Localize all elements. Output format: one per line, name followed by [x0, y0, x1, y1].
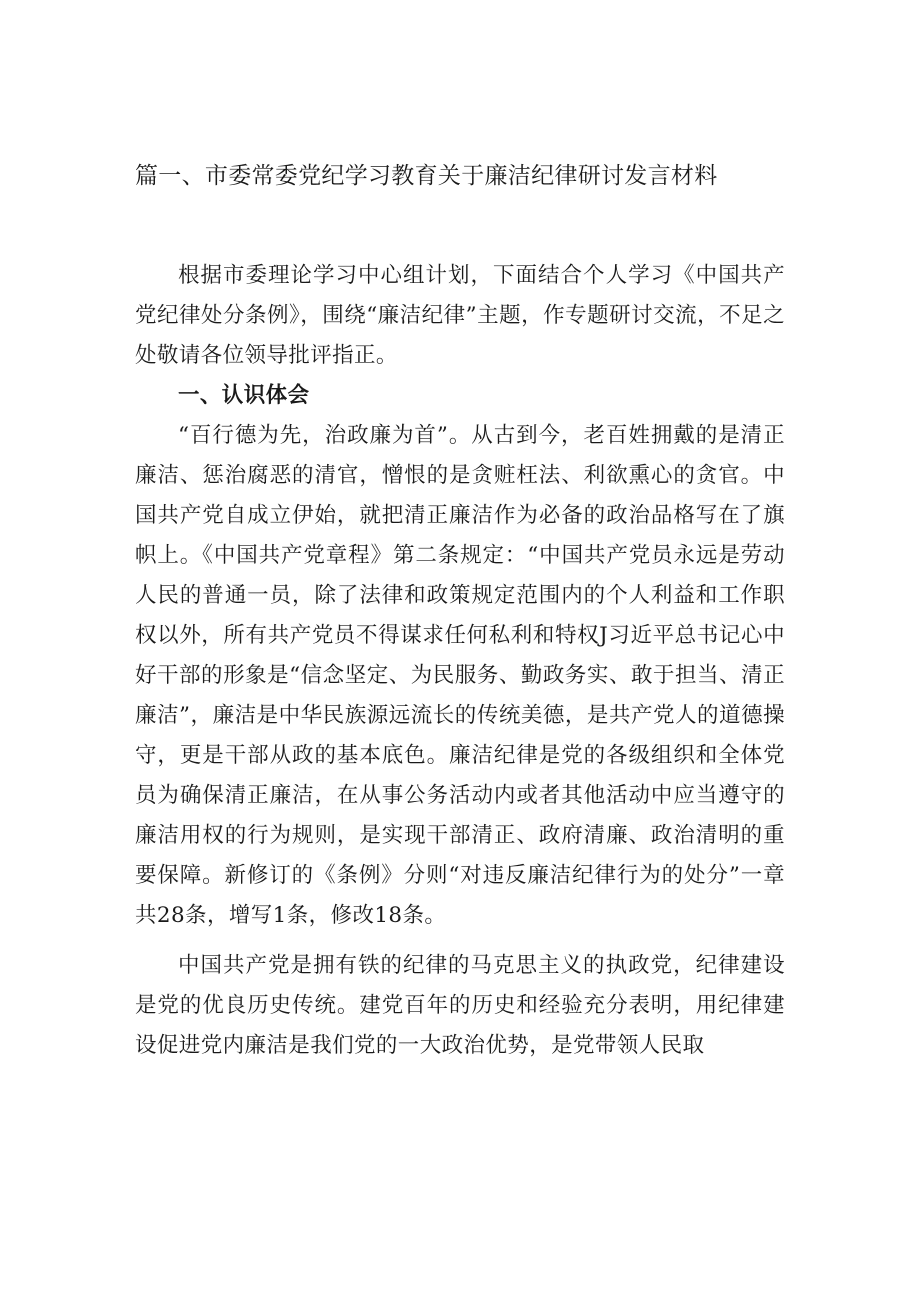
body-paragraph-1: “百行德为先，治政廉为首”。从古到今，老百姓拥戴的是清正廉洁、惩治腐恶的清官，憎恨的是贪赃枉法、利欲熏心的贪官。中国共产党自成立伊始，就把清正廉洁作为必备的政治品格写在了旗帜上。《中国共产党章程》第二条规定：“中国共产党员永远是劳动人民的普通一员，除了法律和政策规定范围内的个人利益和工作职权以外，所有共产党员不得谋求任何私利和特权J习近平总书记心中好干部的形象是“信念坚定、为民服务、勤政务实、敢于担当、清正廉洁”，廉洁是中华民族源远流长的传统美德，是共产党人的道德操守，更是干部从政的基本底色。廉洁纪律是党的各级组织和全体党员为确保清正廉洁，在从事公务活动内或者其他活动中应当遵守的廉洁用权的行为规则，是实现干部清正、政府清廉、政治清明的重要保障。新修订的《条例》分则“对违反廉洁纪律行为的处分”一章共28条，增写1条，修改18条。 [135, 423, 785, 928]
section-heading-1: 一、认识体会 [178, 383, 310, 408]
body-paragraph-2: 中国共产党是拥有铁的纪律的马克思主义的执政党，纪律建设是党的优良历史传统。建党百年的历史和经验充分表明，用纪律建设促进党内廉洁是我们党的一大政治优势，是党带领人民取 [135, 953, 785, 1058]
intro-paragraph: 根据市委理论学习中心组计划，下面结合个人学习《中国共产党纪律处分条例》，围绕“廉洁纪律”主题，作专题研讨交流，不足之处敬请各位领导批评指正。 [135, 263, 785, 368]
document-body [135, 256, 785, 1066]
document-title: 篇一、市委常委党纪学习教育关于廉洁纪律研讨发言材料 [135, 163, 718, 189]
paragraph-gap [135, 936, 785, 946]
